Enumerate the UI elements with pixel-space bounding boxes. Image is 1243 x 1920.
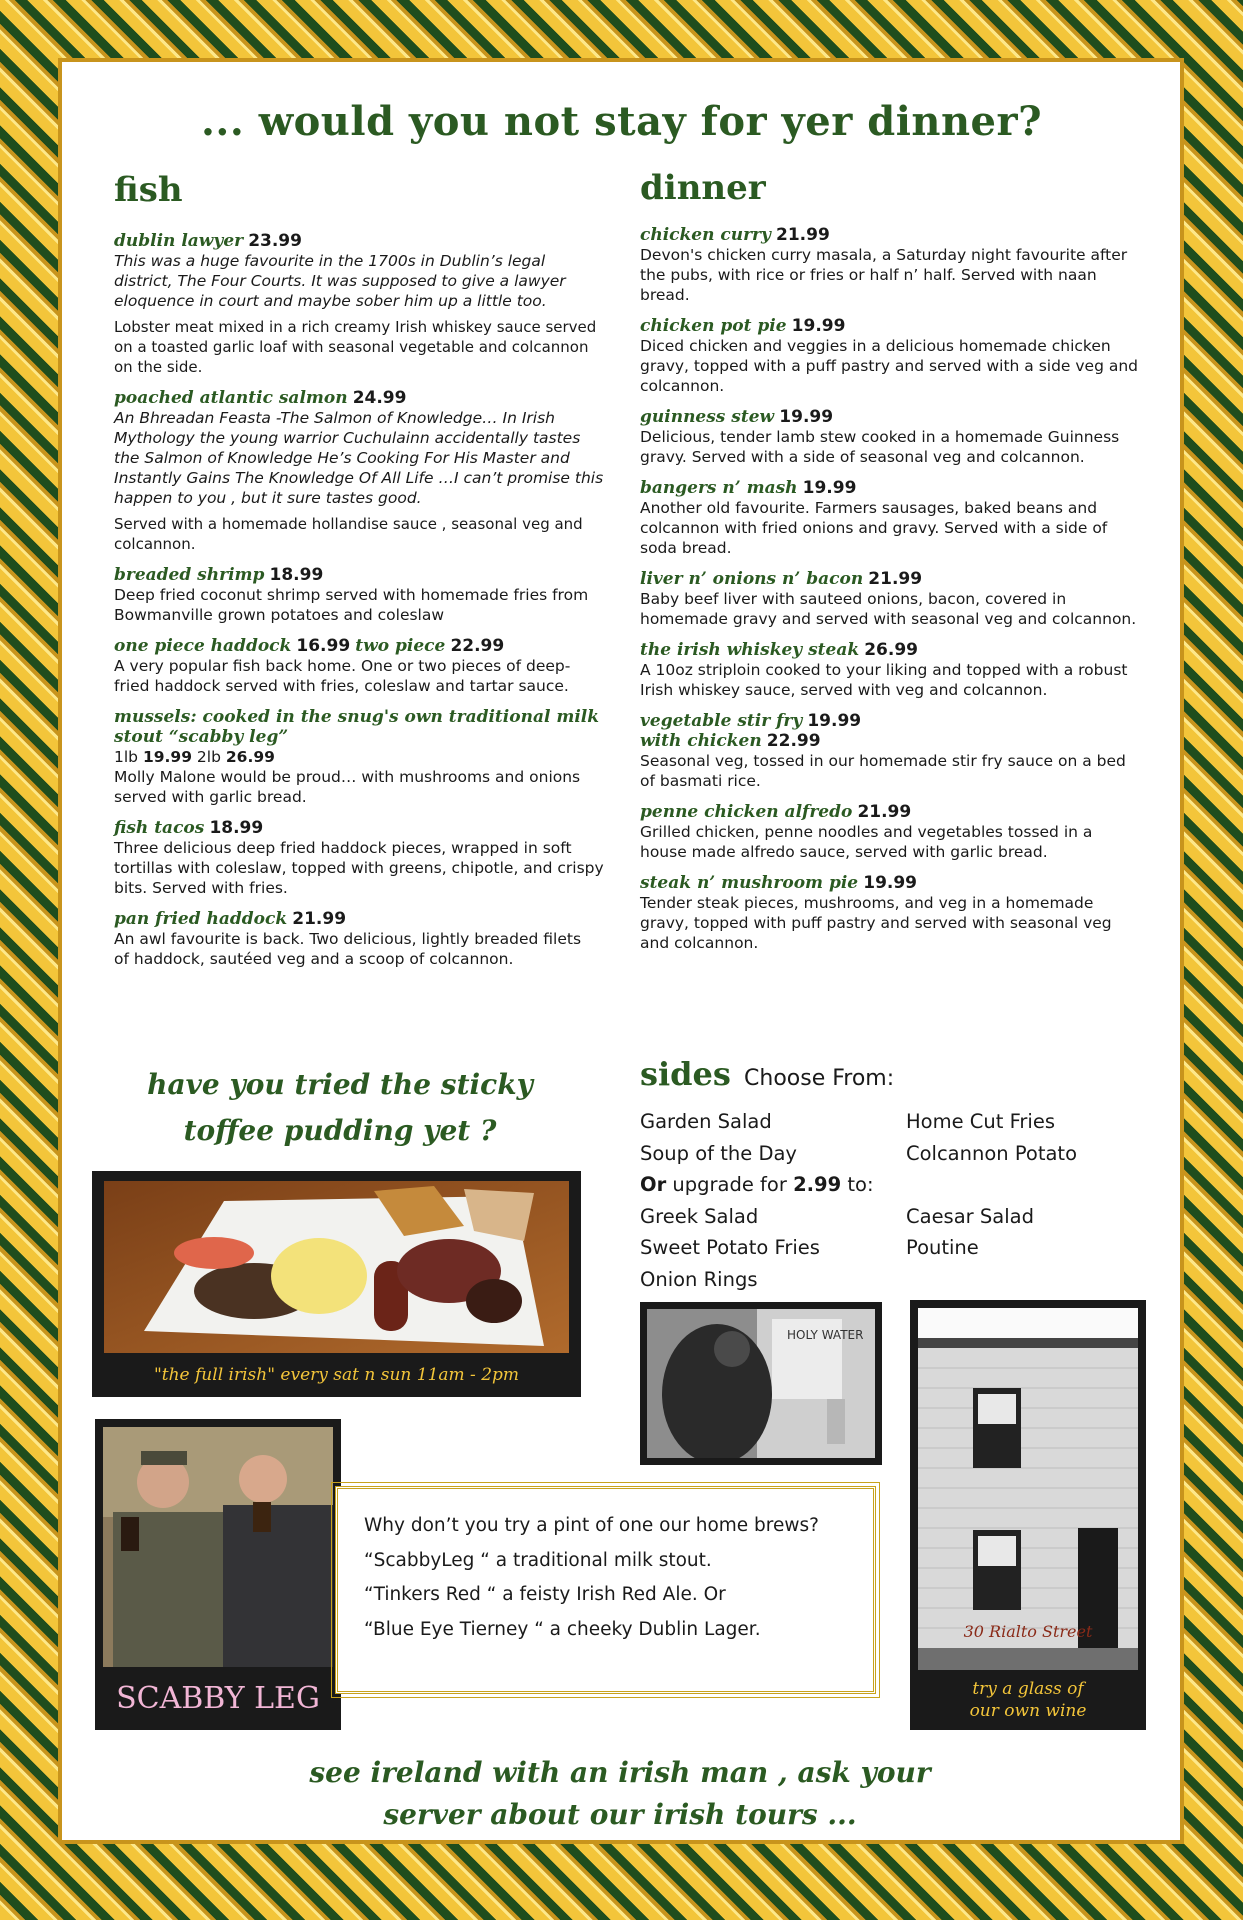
menu-item: [114, 388, 604, 554]
fish-column: [114, 231, 604, 980]
upgrade-line: [640, 1169, 1160, 1201]
item-description: Baby beef liver with sauteed onions, bacon, covered in homemade gravy and served with seasonal veg and colcannon.: [640, 590, 1137, 628]
side-item: Caesar Salad: [906, 1204, 1034, 1228]
side-item: Onion Rings: [640, 1267, 758, 1291]
item-price: 21.99: [776, 225, 830, 245]
menu-item: [114, 231, 604, 377]
brew-line: “Tinkers Red “ a feisty Irish Red Ale. Or: [364, 1584, 726, 1605]
item-price: 19.99: [807, 711, 862, 731]
house-image: [918, 1308, 1138, 1670]
item-name: chicken pot pie: [640, 316, 787, 336]
item-description: Devon's chicken curry masala, a Saturday night favourite after the pubs, with rice or fries or half n’ half. Served with naan bread.: [640, 246, 1128, 304]
item-description: A very popular fish back home. One or two pieces of deep-fried haddock served with fries, coleslaw and tartar sauce.: [114, 657, 571, 695]
item-name-2: with chicken: [640, 731, 762, 751]
street-sign: 30 Rialto Street: [963, 1622, 1093, 1641]
brew-line: “Blue Eye Tierney “ a cheeky Dublin Lager.: [364, 1618, 761, 1640]
pudding-promo: [80, 1062, 600, 1154]
item-description: Seasonal veg, tossed in our homemade stir fry sauce on a bed of basmati rice.: [640, 752, 1126, 790]
full-irish-photo: [92, 1171, 581, 1397]
upgrade-text: upgrade for: [672, 1173, 787, 1196]
menu-item: [114, 565, 604, 625]
item-price: 26.99: [864, 640, 918, 660]
item-description: Diced chicken and veggies in a delicious homemade chicken gravy, topped with a puff pastry and served with a side veg and colcannon.: [640, 337, 1139, 395]
svg-text:HOLY WATER: HOLY WATER: [787, 1328, 864, 1342]
tours-line: server about our irish tours ...: [383, 1798, 857, 1831]
item-description: A 10oz striploin cooked to your liking and topped with a robust Irish whiskey sauce, served with veg and colcannon.: [640, 661, 1128, 699]
item-description: Three delicious deep fried haddock pieces, wrapped in soft tortillas with coleslaw, topped with greens, chipotle, and crispy bits. Served with fries.: [114, 839, 604, 897]
item-name: mussels: cooked in the snug's own traditional milk stout “scabby leg”: [114, 707, 600, 747]
promo-line: have you tried the sticky: [147, 1068, 533, 1101]
side-item: Soup of the Day: [640, 1141, 797, 1165]
item-description: Served with a homemade hollandise sauce , seasonal veg and colcannon.: [114, 515, 583, 553]
item-price: 19.99: [779, 407, 834, 427]
brews-text: [364, 1509, 819, 1647]
house-photo: [910, 1300, 1146, 1730]
side-item: Home Cut Fries: [906, 1110, 1055, 1133]
menu-item: [640, 802, 1140, 862]
dinner-heading: dinner: [640, 168, 766, 208]
sides-heading: sides: [640, 1055, 731, 1093]
menu-item: [640, 478, 1140, 558]
menu-item: [640, 225, 1140, 305]
fish-heading: fish: [114, 170, 183, 210]
side-item: Colcannon Potato: [906, 1141, 1078, 1165]
side-item: Sweet Potato Fries: [640, 1236, 820, 1259]
item-name: steak n’ mushroom pie: [640, 873, 859, 893]
promo-line: toffee pudding yet ?: [183, 1114, 497, 1147]
wine-line: try a glass of: [972, 1679, 1084, 1699]
item-price: 21.99: [857, 802, 912, 822]
item-story: An Bhreadan Feasta -The Salmon of Knowledge… In Irish Mythology the young warrior Cuchulainn accidentally tastes the Salmon of Knowledge He’s Cooking For His Master and Instantly Gains The Knowledge Of All Life …I can’t promise this happen to you , but it sure tastes good.: [114, 409, 604, 507]
menu-item: [114, 818, 604, 898]
item-price: 19.99: [863, 873, 918, 893]
price-2: 26.99: [225, 748, 275, 766]
item-description: Another old favourite. Farmers sausages, baked beans and colcannon with fried onions and gravy. Served with a side of soda bread.: [640, 499, 1108, 557]
scabby-leg-caption: SCABBY LEG: [116, 1681, 320, 1716]
menu-item: [640, 569, 1140, 629]
menu-item: [640, 407, 1140, 467]
breakfast-image: [104, 1181, 569, 1353]
dinner-column: [640, 225, 1140, 964]
sides-subheading: Choose From:: [744, 1066, 895, 1091]
item-name: guinness stew: [640, 407, 775, 427]
full-irish-caption: "the full irish" every sat n sun 11am - 2pm: [153, 1365, 520, 1385]
scabby-leg-photo: [95, 1419, 341, 1730]
item-name: liver n’ onions n’ bacon: [640, 569, 864, 589]
menu-item: [114, 909, 604, 969]
item-name: one piece haddock: [114, 636, 292, 656]
brew-line: “ScabbyLeg “ a traditional milk stout.: [364, 1549, 712, 1571]
item-description: Lobster meat mixed in a rich creamy Irish whiskey sauce served on a toasted garlic loaf with seasonal vegetable and colcannon on the side.: [114, 318, 597, 376]
menu-item: [640, 873, 1140, 953]
item-name: penne chicken alfredo: [640, 802, 853, 822]
item-price: 21.99: [868, 569, 923, 589]
item-price: 19.99: [802, 478, 857, 498]
item-price: 16.99: [296, 636, 351, 656]
upgrade-to: to:: [847, 1173, 874, 1196]
item-description: Grilled chicken, penne noodles and vegetables tossed in a house made alfredo sauce, served with garlic bread.: [640, 823, 1093, 861]
item-price: 18.99: [269, 565, 324, 585]
menu-item: [640, 316, 1140, 396]
size-2: 2lb: [196, 748, 221, 766]
menu-item: [640, 640, 1140, 700]
item-name: breaded shrimp: [114, 565, 265, 585]
statue-image: [647, 1309, 875, 1458]
item-price: 24.99: [352, 388, 407, 408]
item-price-2: 22.99: [450, 636, 505, 656]
item-description: Deep fried coconut shrimp served with homemade fries from Bowmanville grown potatoes and coleslaw: [114, 586, 589, 624]
item-description: Tender steak pieces, mushrooms, and veg in a homemade gravy, topped with puff pastry and served with seasonal veg and colcannon.: [640, 894, 1112, 952]
sides-list: [640, 1106, 1160, 1295]
item-name: the irish whiskey steak: [640, 640, 860, 660]
wine-caption: [910, 1678, 1146, 1722]
brew-line: Why don’t you try a pint of one our home brews?: [364, 1515, 819, 1536]
menu-item: [640, 711, 1140, 791]
item-description: An awl favourite is back. Two delicious, lightly breaded filets of haddock, sautéed veg and a scoop of colcannon.: [114, 930, 582, 968]
home-brews-box: [335, 1486, 876, 1694]
item-price: 18.99: [209, 818, 264, 838]
item-name-2: two piece: [355, 636, 446, 656]
item-name: bangers n’ mash: [640, 478, 798, 498]
upgrade-or: Or: [640, 1173, 667, 1196]
price-1: 19.99: [142, 748, 192, 766]
item-price: 23.99: [248, 231, 302, 251]
upgrade-price: 2.99: [793, 1173, 842, 1196]
item-description: Delicious, tender lamb stew cooked in a homemade Guinness gravy. Served with a side of seasonal veg and colcannon.: [640, 428, 1120, 466]
item-name: fish tacos: [114, 818, 205, 838]
side-item: Garden Salad: [640, 1110, 772, 1133]
item-price: 19.99: [791, 316, 846, 336]
item-name: chicken curry: [640, 225, 771, 245]
menu-item: [114, 707, 604, 807]
item-name: poached atlantic salmon: [114, 388, 348, 408]
item-price-2: 22.99: [766, 731, 821, 751]
wine-line: our own wine: [969, 1701, 1087, 1721]
tours-line: see ireland with an irish man , ask your: [309, 1756, 931, 1789]
side-item: Greek Salad: [640, 1204, 759, 1228]
item-name: dublin lawyer: [114, 231, 244, 251]
sides-header: [640, 1055, 894, 1093]
tours-promo: [120, 1752, 1120, 1836]
holy-water-photo: [640, 1302, 882, 1465]
page-title: ... would you not stay for yer dinner?: [200, 98, 1043, 145]
item-story: This was a huge favourite in the 1700s in Dublin’s legal district, The Four Courts. It was supposed to give a lawyer eloquence in court and maybe sober him up a little too.: [114, 252, 566, 310]
menu-item: [114, 636, 604, 696]
two-men-image: [103, 1427, 333, 1667]
item-name: vegetable stir fry: [640, 711, 803, 731]
size-1: 1lb: [114, 748, 139, 766]
item-price: 21.99: [292, 909, 347, 929]
item-description: Molly Malone would be proud… with mushrooms and onions served with garlic bread.: [114, 768, 581, 806]
side-item: Poutine: [906, 1236, 979, 1259]
item-name: pan fried haddock: [114, 909, 288, 929]
